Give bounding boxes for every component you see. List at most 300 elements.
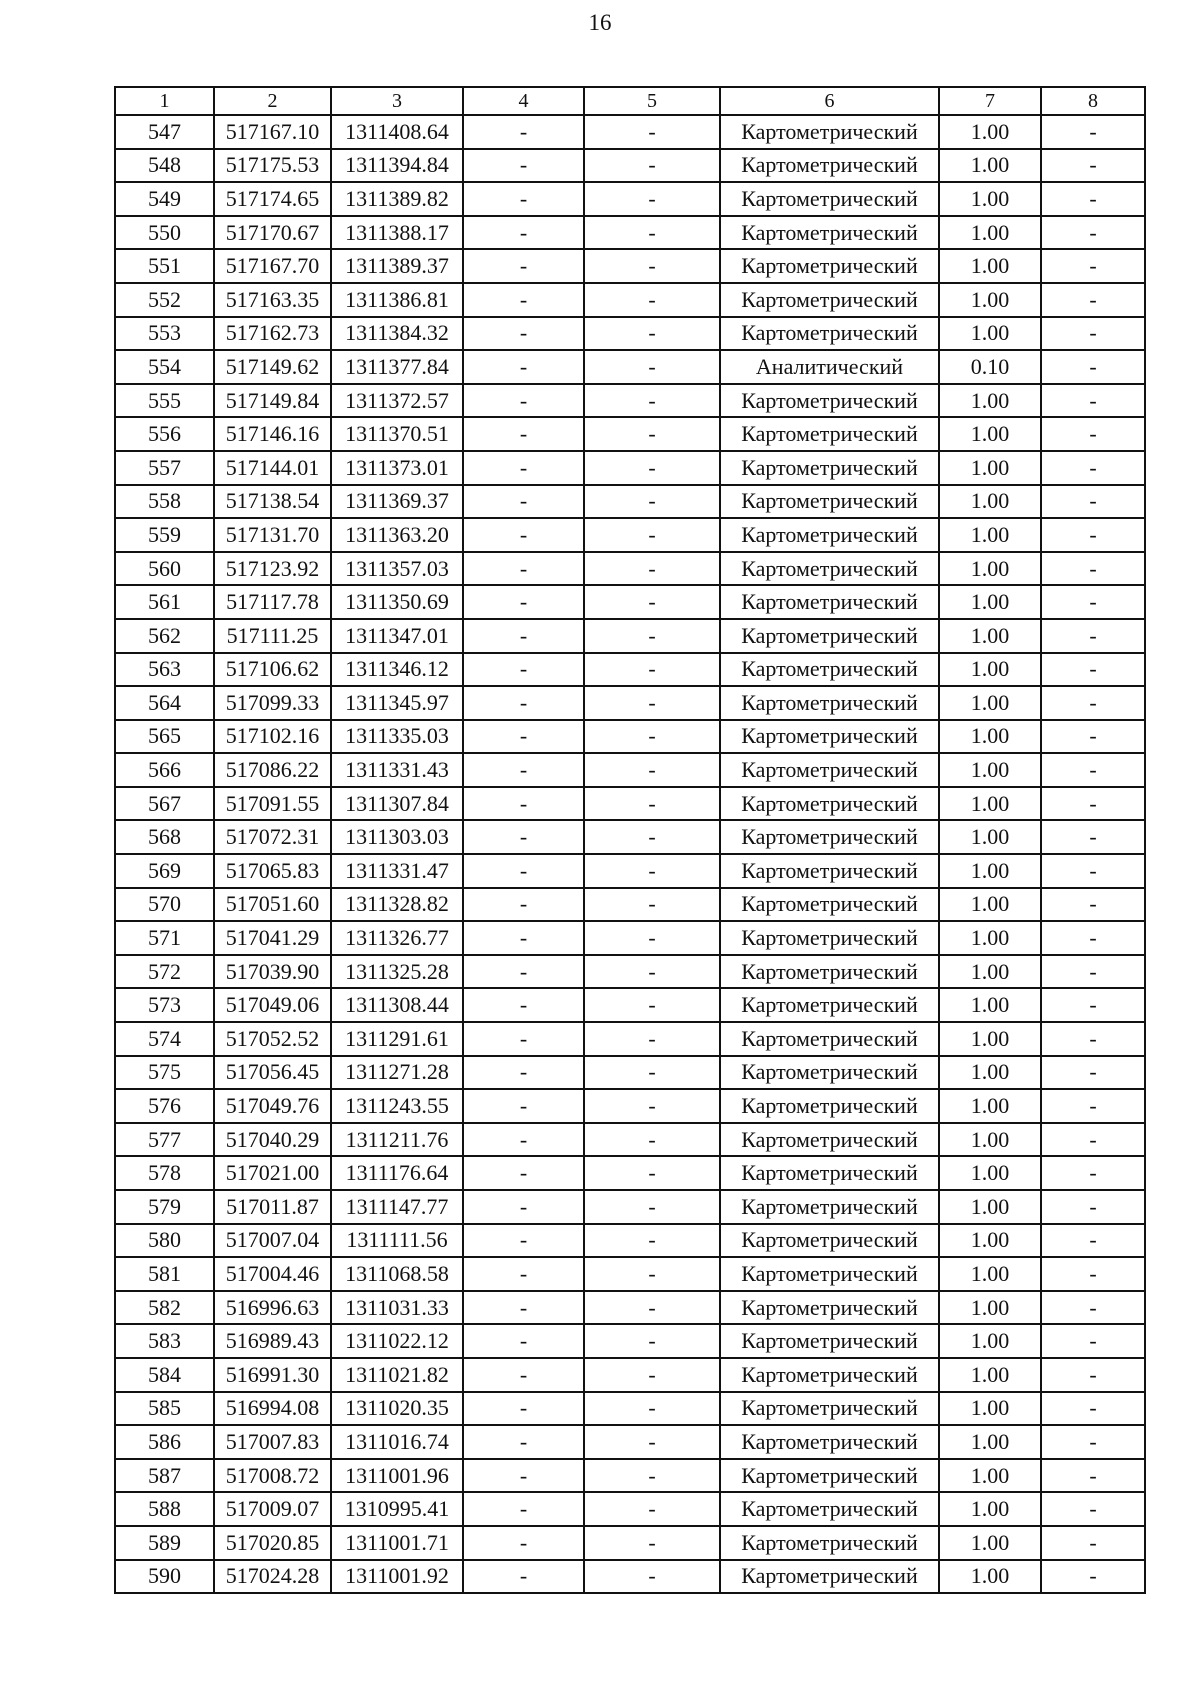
column-8-cell: - (1041, 115, 1145, 149)
column-5-cell: - (584, 787, 720, 821)
y-coordinate-cell: 1311389.37 (331, 249, 463, 283)
y-coordinate-cell: 1311363.20 (331, 518, 463, 552)
coordinates-table (114, 86, 1146, 1594)
column-5-cell: - (584, 1056, 720, 1090)
column-4-cell: - (463, 249, 584, 283)
point-number-cell: 554 (115, 350, 214, 384)
table-row (115, 1358, 1145, 1392)
method-cell: Картометрический (720, 1526, 939, 1560)
method-cell: Картометрический (720, 249, 939, 283)
x-coordinate-cell: 516989.43 (214, 1324, 331, 1358)
column-8-cell: - (1041, 1492, 1145, 1526)
accuracy-cell: 1.00 (939, 1492, 1041, 1526)
column-5-cell: - (584, 249, 720, 283)
column-5-cell: - (584, 451, 720, 485)
accuracy-cell: 1.00 (939, 1560, 1041, 1594)
table-row (115, 249, 1145, 283)
point-number-cell: 575 (115, 1056, 214, 1090)
x-coordinate-cell: 517007.04 (214, 1224, 331, 1258)
y-coordinate-cell: 1311386.81 (331, 283, 463, 317)
column-4-cell: - (463, 384, 584, 418)
column-5-cell: - (584, 1123, 720, 1157)
column-8-cell: - (1041, 417, 1145, 451)
column-4-cell: - (463, 417, 584, 451)
method-cell: Картометрический (720, 1257, 939, 1291)
accuracy-cell: 1.00 (939, 1392, 1041, 1426)
x-coordinate-cell: 517004.46 (214, 1257, 331, 1291)
table-row (115, 350, 1145, 384)
method-cell: Картометрический (720, 552, 939, 586)
table-row (115, 451, 1145, 485)
x-coordinate-cell: 517099.33 (214, 686, 331, 720)
column-8-cell: - (1041, 1056, 1145, 1090)
column-8-cell: - (1041, 1459, 1145, 1493)
table-row (115, 955, 1145, 989)
table-row (115, 149, 1145, 183)
accuracy-cell: 1.00 (939, 653, 1041, 687)
column-4-cell: - (463, 720, 584, 754)
table-row (115, 1560, 1145, 1594)
column-8-cell: - (1041, 552, 1145, 586)
method-cell: Картометрический (720, 1358, 939, 1392)
point-number-cell: 565 (115, 720, 214, 754)
column-4-cell: - (463, 1526, 584, 1560)
x-coordinate-cell: 517021.00 (214, 1156, 331, 1190)
column-8-cell: - (1041, 350, 1145, 384)
method-cell: Картометрический (720, 451, 939, 485)
point-number-cell: 577 (115, 1123, 214, 1157)
accuracy-cell: 1.00 (939, 1425, 1041, 1459)
accuracy-cell: 1.00 (939, 485, 1041, 519)
column-8-cell: - (1041, 1190, 1145, 1224)
y-coordinate-cell: 1311176.64 (331, 1156, 463, 1190)
y-coordinate-cell: 1311068.58 (331, 1257, 463, 1291)
method-cell: Картометрический (720, 283, 939, 317)
method-cell: Картометрический (720, 384, 939, 418)
point-number-cell: 549 (115, 182, 214, 216)
column-4-cell: - (463, 585, 584, 619)
y-coordinate-cell: 1311001.71 (331, 1526, 463, 1560)
column-8-cell: - (1041, 1022, 1145, 1056)
x-coordinate-cell: 517049.06 (214, 988, 331, 1022)
column-5-cell: - (584, 417, 720, 451)
table-row (115, 820, 1145, 854)
method-cell: Картометрический (720, 653, 939, 687)
point-number-cell: 573 (115, 988, 214, 1022)
column-header: 2 (214, 87, 331, 115)
column-4-cell: - (463, 820, 584, 854)
y-coordinate-cell: 1311001.92 (331, 1560, 463, 1594)
table-row (115, 417, 1145, 451)
accuracy-cell: 0.10 (939, 350, 1041, 384)
table-row (115, 1089, 1145, 1123)
column-5-cell: - (584, 1224, 720, 1258)
column-5-cell: - (584, 1291, 720, 1325)
column-8-cell: - (1041, 585, 1145, 619)
point-number-cell: 585 (115, 1392, 214, 1426)
column-5-cell: - (584, 585, 720, 619)
y-coordinate-cell: 1311307.84 (331, 787, 463, 821)
point-number-cell: 587 (115, 1459, 214, 1493)
y-coordinate-cell: 1311308.44 (331, 988, 463, 1022)
table-row (115, 988, 1145, 1022)
column-8-cell: - (1041, 485, 1145, 519)
column-5-cell: - (584, 1425, 720, 1459)
accuracy-cell: 1.00 (939, 888, 1041, 922)
column-5-cell: - (584, 955, 720, 989)
method-cell: Картометрический (720, 1392, 939, 1426)
method-cell: Картометрический (720, 619, 939, 653)
x-coordinate-cell: 517167.70 (214, 249, 331, 283)
method-cell: Картометрический (720, 485, 939, 519)
column-4-cell: - (463, 216, 584, 250)
table-row (115, 753, 1145, 787)
column-4-cell: - (463, 317, 584, 351)
method-cell: Картометрический (720, 921, 939, 955)
method-cell: Картометрический (720, 1291, 939, 1325)
y-coordinate-cell: 1311408.64 (331, 115, 463, 149)
point-number-cell: 580 (115, 1224, 214, 1258)
point-number-cell: 569 (115, 854, 214, 888)
column-4-cell: - (463, 451, 584, 485)
accuracy-cell: 1.00 (939, 149, 1041, 183)
column-4-cell: - (463, 854, 584, 888)
method-cell: Картометрический (720, 1324, 939, 1358)
x-coordinate-cell: 517131.70 (214, 518, 331, 552)
y-coordinate-cell: 1311373.01 (331, 451, 463, 485)
column-4-cell: - (463, 149, 584, 183)
column-4-cell: - (463, 686, 584, 720)
point-number-cell: 590 (115, 1560, 214, 1594)
method-cell: Картометрический (720, 753, 939, 787)
table-row (115, 552, 1145, 586)
accuracy-cell: 1.00 (939, 115, 1041, 149)
y-coordinate-cell: 1311377.84 (331, 350, 463, 384)
table-row (115, 1324, 1145, 1358)
accuracy-cell: 1.00 (939, 182, 1041, 216)
table-body (115, 115, 1145, 1593)
y-coordinate-cell: 1311331.47 (331, 854, 463, 888)
y-coordinate-cell: 1311388.17 (331, 216, 463, 250)
x-coordinate-cell: 517149.84 (214, 384, 331, 418)
accuracy-cell: 1.00 (939, 1123, 1041, 1157)
column-5-cell: - (584, 619, 720, 653)
column-8-cell: - (1041, 955, 1145, 989)
column-8-cell: - (1041, 720, 1145, 754)
y-coordinate-cell: 1311384.32 (331, 317, 463, 351)
x-coordinate-cell: 517146.16 (214, 417, 331, 451)
column-5-cell: - (584, 653, 720, 687)
x-coordinate-cell: 517052.52 (214, 1022, 331, 1056)
x-coordinate-cell: 517138.54 (214, 485, 331, 519)
y-coordinate-cell: 1311325.28 (331, 955, 463, 989)
column-8-cell: - (1041, 854, 1145, 888)
y-coordinate-cell: 1311022.12 (331, 1324, 463, 1358)
method-cell: Картометрический (720, 1560, 939, 1594)
table-row (115, 1392, 1145, 1426)
x-coordinate-cell: 517056.45 (214, 1056, 331, 1090)
point-number-cell: 583 (115, 1324, 214, 1358)
accuracy-cell: 1.00 (939, 283, 1041, 317)
point-number-cell: 556 (115, 417, 214, 451)
x-coordinate-cell: 517009.07 (214, 1492, 331, 1526)
point-number-cell: 564 (115, 686, 214, 720)
y-coordinate-cell: 1311016.74 (331, 1425, 463, 1459)
y-coordinate-cell: 1311001.96 (331, 1459, 463, 1493)
method-cell: Картометрический (720, 417, 939, 451)
x-coordinate-cell: 517091.55 (214, 787, 331, 821)
column-8-cell: - (1041, 753, 1145, 787)
column-4-cell: - (463, 653, 584, 687)
table-row (115, 619, 1145, 653)
table-row (115, 216, 1145, 250)
column-5-cell: - (584, 1560, 720, 1594)
method-cell: Картометрический (720, 1425, 939, 1459)
accuracy-cell: 1.00 (939, 1459, 1041, 1493)
accuracy-cell: 1.00 (939, 451, 1041, 485)
accuracy-cell: 1.00 (939, 1022, 1041, 1056)
table-row (115, 1123, 1145, 1157)
table-row (115, 1425, 1145, 1459)
accuracy-cell: 1.00 (939, 216, 1041, 250)
accuracy-cell: 1.00 (939, 552, 1041, 586)
column-4-cell: - (463, 787, 584, 821)
column-8-cell: - (1041, 1526, 1145, 1560)
column-5-cell: - (584, 1324, 720, 1358)
y-coordinate-cell: 1311291.61 (331, 1022, 463, 1056)
point-number-cell: 589 (115, 1526, 214, 1560)
point-number-cell: 553 (115, 317, 214, 351)
table-row (115, 1056, 1145, 1090)
y-coordinate-cell: 1311243.55 (331, 1089, 463, 1123)
table-row (115, 384, 1145, 418)
method-cell: Аналитический (720, 350, 939, 384)
table-row (115, 921, 1145, 955)
x-coordinate-cell: 517167.10 (214, 115, 331, 149)
y-coordinate-cell: 1311394.84 (331, 149, 463, 183)
column-4-cell: - (463, 1492, 584, 1526)
accuracy-cell: 1.00 (939, 518, 1041, 552)
column-5-cell: - (584, 384, 720, 418)
y-coordinate-cell: 1311326.77 (331, 921, 463, 955)
y-coordinate-cell: 1311303.03 (331, 820, 463, 854)
method-cell: Картометрический (720, 1224, 939, 1258)
x-coordinate-cell: 517007.83 (214, 1425, 331, 1459)
point-number-cell: 586 (115, 1425, 214, 1459)
column-8-cell: - (1041, 518, 1145, 552)
column-8-cell: - (1041, 249, 1145, 283)
point-number-cell: 550 (115, 216, 214, 250)
table-row (115, 182, 1145, 216)
y-coordinate-cell: 1311350.69 (331, 585, 463, 619)
method-cell: Картометрический (720, 1492, 939, 1526)
column-5-cell: - (584, 1190, 720, 1224)
column-5-cell: - (584, 988, 720, 1022)
method-cell: Картометрический (720, 1089, 939, 1123)
column-5-cell: - (584, 518, 720, 552)
y-coordinate-cell: 1311370.51 (331, 417, 463, 451)
point-number-cell: 581 (115, 1257, 214, 1291)
point-number-cell: 567 (115, 787, 214, 821)
column-4-cell: - (463, 518, 584, 552)
column-5-cell: - (584, 350, 720, 384)
accuracy-cell: 1.00 (939, 384, 1041, 418)
accuracy-cell: 1.00 (939, 1224, 1041, 1258)
x-coordinate-cell: 517162.73 (214, 317, 331, 351)
point-number-cell: 548 (115, 149, 214, 183)
table-header-row (115, 87, 1145, 115)
column-4-cell: - (463, 1224, 584, 1258)
point-number-cell: 547 (115, 115, 214, 149)
method-cell: Картометрический (720, 317, 939, 351)
method-cell: Картометрический (720, 888, 939, 922)
column-8-cell: - (1041, 384, 1145, 418)
table-row (115, 585, 1145, 619)
accuracy-cell: 1.00 (939, 1358, 1041, 1392)
column-8-cell: - (1041, 1089, 1145, 1123)
method-cell: Картометрический (720, 182, 939, 216)
y-coordinate-cell: 1310995.41 (331, 1492, 463, 1526)
column-header: 3 (331, 87, 463, 115)
table-row (115, 317, 1145, 351)
accuracy-cell: 1.00 (939, 753, 1041, 787)
column-4-cell: - (463, 1156, 584, 1190)
column-5-cell: - (584, 317, 720, 351)
table-row (115, 888, 1145, 922)
column-8-cell: - (1041, 1123, 1145, 1157)
column-5-cell: - (584, 1156, 720, 1190)
point-number-cell: 560 (115, 552, 214, 586)
column-header: 1 (115, 87, 214, 115)
table-row (115, 1526, 1145, 1560)
point-number-cell: 578 (115, 1156, 214, 1190)
column-4-cell: - (463, 350, 584, 384)
table-row (115, 1459, 1145, 1493)
method-cell: Картометрический (720, 686, 939, 720)
column-5-cell: - (584, 115, 720, 149)
y-coordinate-cell: 1311331.43 (331, 753, 463, 787)
column-4-cell: - (463, 955, 584, 989)
column-4-cell: - (463, 552, 584, 586)
accuracy-cell: 1.00 (939, 585, 1041, 619)
column-4-cell: - (463, 115, 584, 149)
column-4-cell: - (463, 1324, 584, 1358)
table-row (115, 1156, 1145, 1190)
column-4-cell: - (463, 1257, 584, 1291)
x-coordinate-cell: 517149.62 (214, 350, 331, 384)
method-cell: Картометрический (720, 1022, 939, 1056)
y-coordinate-cell: 1311328.82 (331, 888, 463, 922)
method-cell: Картометрический (720, 1123, 939, 1157)
y-coordinate-cell: 1311369.37 (331, 485, 463, 519)
method-cell: Картометрический (720, 115, 939, 149)
accuracy-cell: 1.00 (939, 988, 1041, 1022)
column-5-cell: - (584, 485, 720, 519)
column-5-cell: - (584, 1459, 720, 1493)
column-8-cell: - (1041, 182, 1145, 216)
column-5-cell: - (584, 552, 720, 586)
column-8-cell: - (1041, 787, 1145, 821)
accuracy-cell: 1.00 (939, 720, 1041, 754)
point-number-cell: 572 (115, 955, 214, 989)
point-number-cell: 582 (115, 1291, 214, 1325)
table-row (115, 653, 1145, 687)
x-coordinate-cell: 517065.83 (214, 854, 331, 888)
column-4-cell: - (463, 619, 584, 653)
column-4-cell: - (463, 1425, 584, 1459)
column-5-cell: - (584, 854, 720, 888)
table-row (115, 686, 1145, 720)
table-row (115, 1492, 1145, 1526)
x-coordinate-cell: 517040.29 (214, 1123, 331, 1157)
x-coordinate-cell: 517175.53 (214, 149, 331, 183)
method-cell: Картометрический (720, 787, 939, 821)
x-coordinate-cell: 517008.72 (214, 1459, 331, 1493)
column-5-cell: - (584, 1358, 720, 1392)
point-number-cell: 559 (115, 518, 214, 552)
method-cell: Картометрический (720, 585, 939, 619)
table-row (115, 1190, 1145, 1224)
y-coordinate-cell: 1311021.82 (331, 1358, 463, 1392)
column-header: 7 (939, 87, 1041, 115)
column-8-cell: - (1041, 1425, 1145, 1459)
x-coordinate-cell: 517039.90 (214, 955, 331, 989)
column-5-cell: - (584, 753, 720, 787)
column-5-cell: - (584, 1392, 720, 1426)
x-coordinate-cell: 517117.78 (214, 585, 331, 619)
accuracy-cell: 1.00 (939, 619, 1041, 653)
method-cell: Картометрический (720, 854, 939, 888)
accuracy-cell: 1.00 (939, 787, 1041, 821)
column-4-cell: - (463, 1560, 584, 1594)
column-8-cell: - (1041, 820, 1145, 854)
column-4-cell: - (463, 1190, 584, 1224)
point-number-cell: 551 (115, 249, 214, 283)
method-cell: Картометрический (720, 216, 939, 250)
column-5-cell: - (584, 888, 720, 922)
table-row (115, 720, 1145, 754)
column-4-cell: - (463, 283, 584, 317)
column-8-cell: - (1041, 283, 1145, 317)
accuracy-cell: 1.00 (939, 417, 1041, 451)
column-8-cell: - (1041, 686, 1145, 720)
accuracy-cell: 1.00 (939, 1056, 1041, 1090)
column-8-cell: - (1041, 1560, 1145, 1594)
column-5-cell: - (584, 182, 720, 216)
column-8-cell: - (1041, 1291, 1145, 1325)
column-5-cell: - (584, 1022, 720, 1056)
column-5-cell: - (584, 686, 720, 720)
x-coordinate-cell: 517020.85 (214, 1526, 331, 1560)
table-row (115, 1257, 1145, 1291)
x-coordinate-cell: 517102.16 (214, 720, 331, 754)
x-coordinate-cell: 517106.62 (214, 653, 331, 687)
column-8-cell: - (1041, 1324, 1145, 1358)
column-8-cell: - (1041, 619, 1145, 653)
column-5-cell: - (584, 820, 720, 854)
table-row (115, 787, 1145, 821)
column-5-cell: - (584, 283, 720, 317)
y-coordinate-cell: 1311347.01 (331, 619, 463, 653)
table-row (115, 283, 1145, 317)
accuracy-cell: 1.00 (939, 1324, 1041, 1358)
y-coordinate-cell: 1311111.56 (331, 1224, 463, 1258)
column-header: 5 (584, 87, 720, 115)
x-coordinate-cell: 517123.92 (214, 552, 331, 586)
table-row (115, 518, 1145, 552)
column-5-cell: - (584, 1089, 720, 1123)
accuracy-cell: 1.00 (939, 317, 1041, 351)
